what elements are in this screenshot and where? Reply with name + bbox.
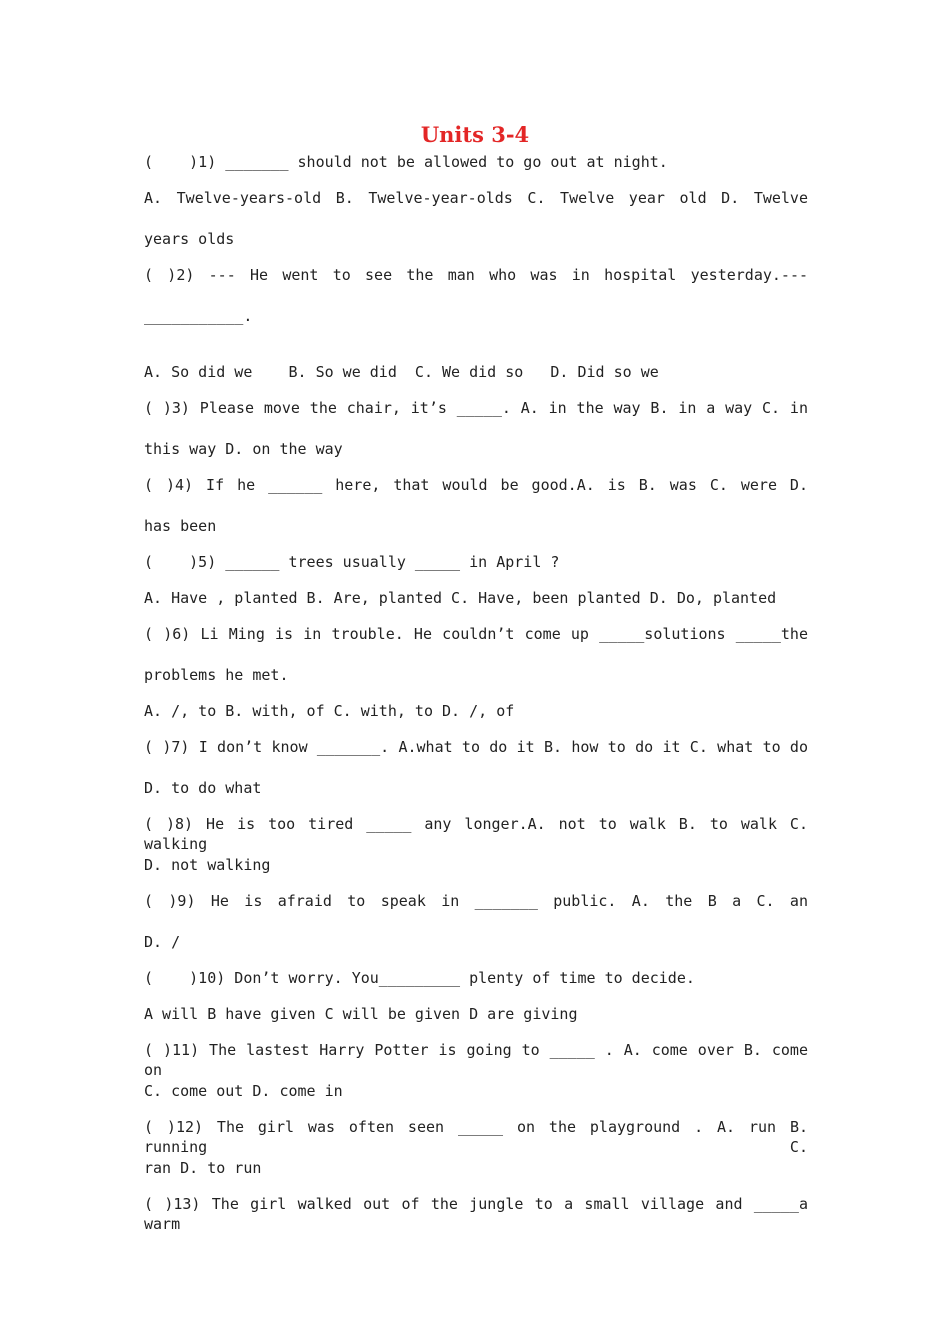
question-12-stem: ( )12) The girl was often seen _____ on the playground . A. run B. running C. — [144, 1118, 808, 1156]
question-11-options-cont: C. come out D. come in — [144, 1082, 343, 1100]
question-5-options: A. Have , planted B. Are, planted C. Have, been planted D. Do, planted — [144, 589, 777, 607]
question-3-options-cont: this way D. on the way — [144, 440, 343, 458]
question-7-stem: ( )7) I don’t know _______. A.what to do it B. how to do it C. what to do — [144, 738, 808, 756]
page-title: Units 3-4 — [420, 122, 530, 147]
question-9-stem: ( )9) He is afraid to speak in _______ public. A. the B a C. an — [144, 892, 808, 910]
question-8-stem: ( )8) He is too tired _____ any longer.A. not to walk B. to walk C. walking — [144, 815, 808, 853]
question-8-options-cont: D. not walking — [144, 856, 271, 874]
question-2-stem: ( )2) --- He went to see the man who was in hospital yesterday.--- — [144, 266, 808, 284]
question-6-stem: ( )6) Li Ming is in trouble. He couldn’t come up _____solutions _____the — [144, 625, 808, 643]
question-3-stem: ( )3) Please move the chair, it’s _____. A. in the way B. in a way C. in — [144, 399, 808, 417]
question-5-stem: ( )5) ______ trees usually _____ in April ? — [144, 553, 560, 571]
question-6-options: A. /, to B. with, of C. with, to D. /, of — [144, 702, 515, 720]
question-7-options-cont: D. to do what — [144, 779, 262, 797]
question-2-options: A. So did we B. So we did C. We did so D. Did so we — [144, 363, 659, 381]
question-11-stem: ( )11) The lastest Harry Potter is going to _____ . A. come over B. come on — [144, 1041, 808, 1079]
question-6-stem-cont: problems he met. — [144, 666, 289, 684]
question-1-options-cont: years olds — [144, 230, 235, 248]
question-12-options-cont: ran D. to run — [144, 1159, 262, 1177]
question-4-stem: ( )4) If he ______ here, that would be good.A. is B. was C. were D. — [144, 476, 808, 494]
question-9-options-cont: D. / — [144, 933, 181, 951]
question-1-stem: ( )1) _______ should not be allowed to go out at night. — [144, 153, 668, 171]
question-list — [144, 152, 808, 1233]
question-10-options: A will B have given C will be given D are giving — [144, 1005, 578, 1023]
question-13-stem: ( )13) The girl walked out of the jungle to a small village and _____a warm — [144, 1195, 808, 1233]
question-10-stem: ( )10) Don’t worry. You_________ plenty of time to decide. — [144, 969, 695, 987]
question-2-stem-cont: ___________. — [144, 307, 253, 325]
question-1-options: A. Twelve-years-old B. Twelve-year-olds C. Twelve year old D. Twelve — [144, 189, 808, 207]
question-4-options-cont: has been — [144, 517, 217, 535]
